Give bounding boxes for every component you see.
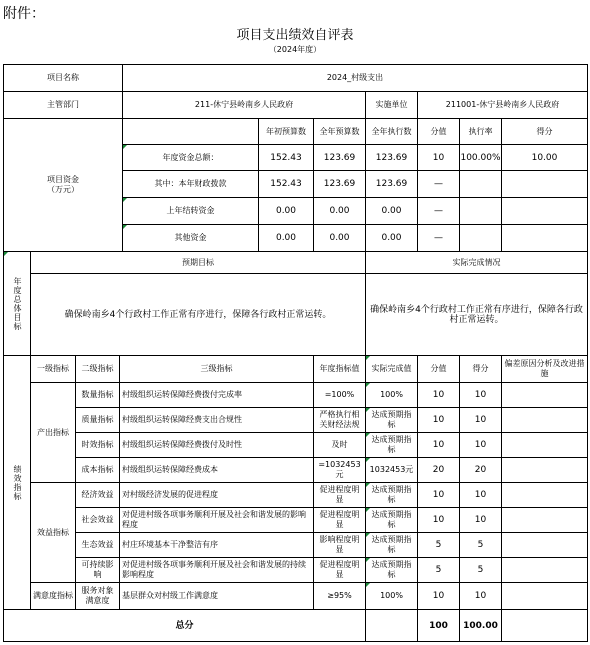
indicator-level2: 社会效益 [76, 508, 120, 533]
indicator-actual: 达成预期指标 [366, 533, 418, 558]
indicator-score: 20 [460, 458, 502, 483]
indicator-points: 20 [418, 458, 460, 483]
indicator-points: 10 [418, 508, 460, 533]
indicators-section-label: 绩效指标 [3, 356, 31, 610]
funds-exec: 123.69 [366, 171, 418, 198]
page-title: 项目支出绩效自评表 [236, 28, 354, 43]
indicator-level2: 服务对象满意度 [76, 583, 120, 610]
funds-rate [460, 171, 502, 198]
funds-exec: 0.00 [366, 225, 418, 252]
indicator-actual: 100% [366, 583, 418, 610]
funds-annual: 0.00 [314, 225, 366, 252]
indicator-target: =100% [314, 383, 366, 408]
year-note: （2024年度） [268, 45, 322, 54]
indicator-remark [502, 458, 588, 483]
project-name-value: 2024_村级支出 [123, 64, 588, 92]
indicator-header: 三级指标 [120, 356, 314, 383]
indicator-score: 5 [460, 533, 502, 558]
dept-value: 211-休宁县岭南乡人民政府 [123, 92, 366, 119]
funds-init: 152.43 [259, 145, 314, 171]
indicator-points: 10 [418, 383, 460, 408]
funds-exec: 123.69 [366, 145, 418, 171]
indicator-remark [502, 408, 588, 433]
indicator-remark [502, 508, 588, 533]
indicator-score: 5 [460, 558, 502, 583]
indicator-target: 促进程度明显 [314, 483, 366, 508]
indicator-level1: 效益指标 [31, 483, 76, 583]
indicator-header: 实际完成值 [366, 356, 418, 383]
indicator-target: 影响程度明显 [314, 533, 366, 558]
indicator-actual: 达成预期指标 [366, 558, 418, 583]
indicator-level1: 满意度指标 [31, 583, 76, 610]
evaluation-table [3, 64, 588, 642]
actual-goal-header: 实际完成情况 [366, 252, 588, 274]
indicator-level3: 对促进村级各项事务顺利开展及社会和谐发展的影响程度 [120, 508, 314, 533]
indicator-score: 10 [460, 383, 502, 408]
indicator-level2: 经济效益 [76, 483, 120, 508]
funds-section-label: 项目资金 （万元） [3, 119, 123, 252]
funds-row-label: 上年结转资金 [123, 198, 259, 225]
indicator-score: 10 [460, 433, 502, 458]
indicator-level3: 基层群众对村级工作满意度 [120, 583, 314, 610]
funds-score_value: — [418, 225, 460, 252]
indicator-actual: 达成预期指标 [366, 508, 418, 533]
dept-label: 主管部门 [3, 92, 123, 119]
indicator-header: 得分 [460, 356, 502, 383]
indicator-target: 促进程度明显 [314, 508, 366, 533]
indicator-level2: 成本指标 [76, 458, 120, 483]
indicator-points: 10 [418, 408, 460, 433]
indicator-level2: 时效指标 [76, 433, 120, 458]
impl-value: 211001-休宁县岭南乡人民政府 [418, 92, 588, 119]
funds-header-blank [123, 119, 259, 145]
indicator-score: 10 [460, 583, 502, 610]
funds-annual: 0.00 [314, 198, 366, 225]
indicator-target: 严格执行相关财经法规 [314, 408, 366, 433]
indicator-score: 10 [460, 408, 502, 433]
funds-score_value: — [418, 171, 460, 198]
indicator-level2: 可持续影响 [76, 558, 120, 583]
actual-goal-text: 确保岭南乡4个行政村工作正常有序进行，保障各行政村正常运转。 [366, 274, 588, 356]
funds-row-label: 其他资金 [123, 225, 259, 252]
indicator-remark [502, 433, 588, 458]
indicator-level3: 村庄环境基本干净整洁有序 [120, 533, 314, 558]
indicator-target: 及时 [314, 433, 366, 458]
indicator-remark [502, 383, 588, 408]
funds-rate [460, 198, 502, 225]
funds-rate [460, 225, 502, 252]
total-points: 100 [418, 610, 460, 642]
funds-init: 0.00 [259, 225, 314, 252]
indicator-score: 10 [460, 508, 502, 533]
funds-header: 执行率 [460, 119, 502, 145]
indicator-remark [502, 533, 588, 558]
funds-exec: 0.00 [366, 198, 418, 225]
indicator-actual: 100% [366, 383, 418, 408]
project-name-label: 项目名称 [3, 64, 123, 92]
funds-init: 0.00 [259, 198, 314, 225]
total-remark [502, 610, 588, 642]
funds-rate: 100.00% [460, 145, 502, 171]
funds-score_value: 10 [418, 145, 460, 171]
funds-score [502, 225, 588, 252]
funds-header: 全年执行数 [366, 119, 418, 145]
indicator-header: 分值 [418, 356, 460, 383]
goals-section-label: 年度总体目标 [3, 252, 31, 356]
indicator-score: 10 [460, 483, 502, 508]
funds-header: 得分 [502, 119, 588, 145]
indicator-header: 偏差原因分析及改进措施 [502, 356, 588, 383]
indicator-level2: 数量指标 [76, 383, 120, 408]
indicator-level3: 村级组织运转保障经费拨付及时性 [120, 433, 314, 458]
funds-init: 152.43 [259, 171, 314, 198]
indicator-level3: 对促进村级各项事务顺利开展及社会和谐发展的持续影响程度 [120, 558, 314, 583]
funds-header: 全年预算数 [314, 119, 366, 145]
indicator-header: 一级指标 [31, 356, 76, 383]
indicator-level2: 生态效益 [76, 533, 120, 558]
indicator-points: 10 [418, 483, 460, 508]
indicator-header: 年度指标值 [314, 356, 366, 383]
funds-header: 年初预算数 [259, 119, 314, 145]
funds-score [502, 171, 588, 198]
indicator-level1: 产出指标 [31, 383, 76, 483]
funds-row-label: 其中：本年财政拨款 [123, 171, 259, 198]
expected-goal-text: 确保岭南乡4个行政村工作正常有序进行，保障各行政村正常运转。 [31, 274, 366, 356]
indicator-remark [502, 558, 588, 583]
indicator-level2: 质量指标 [76, 408, 120, 433]
funds-score: 10.00 [502, 145, 588, 171]
indicator-remark [502, 583, 588, 610]
indicator-points: 10 [418, 433, 460, 458]
total-blank [366, 610, 418, 642]
total-score: 100.00 [460, 610, 502, 642]
expected-goal-header: 预期目标 [31, 252, 366, 274]
indicator-target: 促进程度明显 [314, 558, 366, 583]
funds-row-label: 年度资金总额： [123, 145, 259, 171]
indicator-target: =1032453元 [314, 458, 366, 483]
funds-score [502, 198, 588, 225]
funds-annual: 123.69 [314, 145, 366, 171]
indicator-points: 10 [418, 583, 460, 610]
indicator-points: 5 [418, 533, 460, 558]
indicator-target: ≥95% [314, 583, 366, 610]
indicator-level3: 村级组织运转保障经费支出合规性 [120, 408, 314, 433]
indicator-level3: 村级组织运转保障经费拨付完成率 [120, 383, 314, 408]
funds-header: 分值 [418, 119, 460, 145]
indicator-level3: 对村级经济发展的促进程度 [120, 483, 314, 508]
indicator-actual: 1032453元 [366, 458, 418, 483]
indicator-header: 二级指标 [76, 356, 120, 383]
indicator-actual: 达成预期指标 [366, 433, 418, 458]
funds-annual: 123.69 [314, 171, 366, 198]
indicator-actual: 达成预期指标 [366, 483, 418, 508]
funds-score_value: — [418, 198, 460, 225]
total-label: 总分 [3, 610, 366, 642]
impl-label: 实施单位 [366, 92, 418, 119]
indicator-points: 5 [418, 558, 460, 583]
indicator-level3: 村级组织运转保障经费成本 [120, 458, 314, 483]
indicator-remark [502, 483, 588, 508]
indicator-actual: 达成预期指标 [366, 408, 418, 433]
attachment-label: 附件： [3, 6, 45, 22]
